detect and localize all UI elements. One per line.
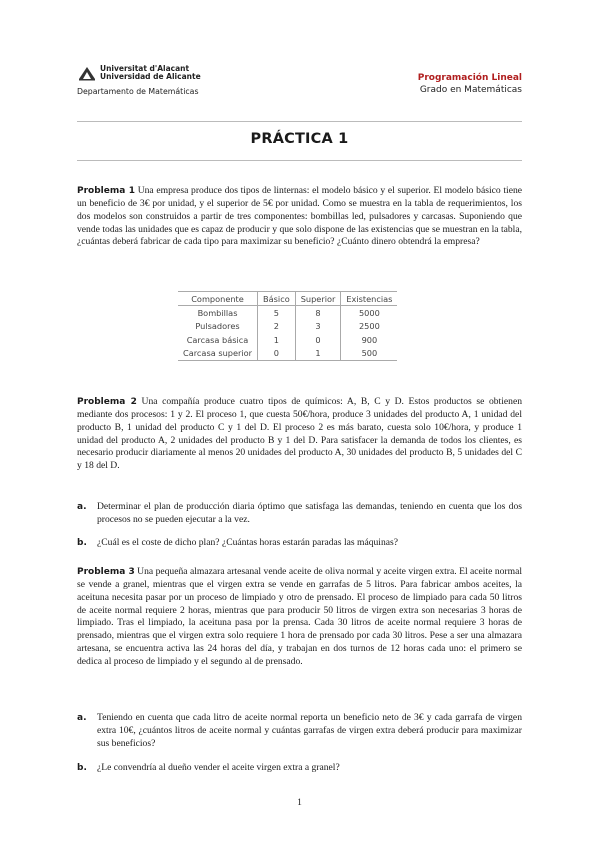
table-cell: Carcasa superior (183, 348, 253, 359)
course-header (418, 72, 522, 96)
table-cell: 900 (341, 333, 398, 346)
table-row (178, 333, 397, 346)
institution-header (77, 64, 201, 96)
item-label: a. (77, 502, 87, 512)
page-title: PRÁCTICA 1 (250, 131, 349, 147)
table-cell: Carcasa básica (186, 334, 249, 345)
logo-line-1: Universitat d'Alacant (100, 63, 190, 73)
column-header: Componente (191, 293, 244, 304)
problem-1 (77, 185, 522, 249)
table-row (178, 320, 397, 333)
problem-text: Una compañía produce cuatro tipos de químicos: A, B, C y D. Estos productos se obtienen mediante dos procesos: 1 y 2. El proceso 1, que cuesta 50€/hora, produce 3 unidades del producto A, 1 unidad del producto B, 1 unidad del producto C y 1 del D. El proceso 2 es más barato, cuesta solo 10€/hora, y produce 1 unidad del producto A, 2 unidades del producto B y 1 del D. Para satisfacer la demanda de todos los clientes, es necesario producir diariamente al menos 20 unidades del producto A, 30 unidades del producto B, 5 unidades del C y 18 del D. (77, 396, 522, 472)
table-cell: 0 (258, 347, 296, 361)
table-cell: Pulsadores (195, 321, 240, 332)
problem-title: Problema 2 (77, 397, 137, 407)
university-logo (77, 64, 201, 82)
problem-3-item-a (77, 712, 522, 751)
problem-3 (77, 566, 522, 669)
problem-2 (77, 396, 522, 473)
problem-2-item-b (77, 537, 522, 550)
item-text: ¿Cuál es el coste de dicho plan? ¿Cuántas horas estarán paradas las máquinas? (97, 537, 399, 548)
degree-name: Grado en Matemáticas (419, 85, 522, 95)
problem-3-item-b (77, 762, 522, 775)
item-label: a. (77, 713, 87, 723)
item-text: ¿Le convendría al dueño vender el aceite virgen extra a granel? (97, 762, 340, 773)
table-cell: 500 (341, 347, 398, 361)
course-name: Programación Lineal (417, 73, 522, 83)
table-cell: 2500 (341, 320, 398, 333)
department-name: Departamento de Matemáticas (77, 87, 199, 96)
table-row (178, 306, 397, 320)
table-cell: 5000 (341, 306, 398, 320)
column-header: Existencias (341, 292, 398, 306)
problem-title: Problema 3 (77, 567, 135, 577)
problem-title: Problema 1 (77, 186, 135, 196)
item-text: Determinar el plan de producción diaria óptimo que satisfaga las demandas, teniendo en cuenta que los dos procesos no se pueden ejecutar a la vez. (97, 501, 522, 525)
divider (77, 160, 522, 161)
divider (77, 121, 522, 122)
table-cell: 2 (258, 320, 296, 333)
university-shield-icon (77, 64, 97, 82)
item-label: b. (77, 763, 87, 773)
problem-text: Una pequeña almazara artesanal vende aceite de oliva normal y aceite virgen extra. El aceite normal se vende a granel, mientras que el virgen extra se vende en garrafas de 5 litros. Para fabricar ambos aceites, la aceituna necesita pasar por un proceso de limpiado y otro de prensado. El proceso de limpiado para cada 50 litros de aceite normal requiere 2 horas, mientras que para producir 50 litros de virgen extra son necesarias 3 horas de limpiado. Tras el limpiado, la aceituna pasa por la prensa. Cada 30 litros de aceite normal requiere 3 horas de prensado, mientras que el virgen extra solo requiere 1 hora de prensado por cada 30 litros. Pese a ser una almazara artesana, se encuentra activa las 24 horas del día, y trabajan en dos turnos de 12 horas cada uno: el primero se dedica al proceso de limpiado y el segundo al de prensado. (77, 566, 522, 667)
column-header: Superior (295, 292, 341, 306)
table-cell: 1 (258, 333, 296, 346)
page-number: 1 (297, 798, 302, 808)
table-cell: 5 (258, 306, 296, 320)
item-label: b. (77, 538, 87, 548)
table-cell: Bombillas (197, 308, 238, 319)
table-cell: 1 (295, 347, 341, 361)
item-text: Teniendo en cuenta que cada litro de aceite normal reporta un beneficio neto de 3€ y cada garrafa de virgen extra 10€, ¿cuántos litros de aceite normal y cuántas garrafas de virgen extra deberá producir para maximizar sus beneficios? (97, 712, 522, 749)
logo-line-2: Universidad de Alicante (100, 72, 201, 81)
column-header: Básico (258, 292, 296, 306)
table-cell: 8 (295, 306, 341, 320)
problem-text: Una empresa produce dos tipos de linternas: el modelo básico y el superior. El modelo básico tiene un beneficio de 3€ por unidad, y el superior de 5€ por unidad. Como se muestra en la tabla de requerimientos, los dos modelos son construidos a partir de tres componentes: bombillas led, pulsadores y carcasas. Suponiendo que vende todas las unidades que es capaz de producir y que solo dispone de las existencias que se muestran en la tabla, ¿cuántas deberá fabricar de cada tipo para maximizar su beneficio? ¿Cuánto dinero obtendrá la empresa? (77, 185, 523, 248)
table-cell: 3 (295, 320, 341, 333)
problem-2-item-a (77, 501, 522, 527)
table-header-row (178, 292, 397, 306)
requirements-table (178, 291, 397, 361)
table-cell: 0 (295, 333, 341, 346)
table-row (178, 347, 397, 361)
